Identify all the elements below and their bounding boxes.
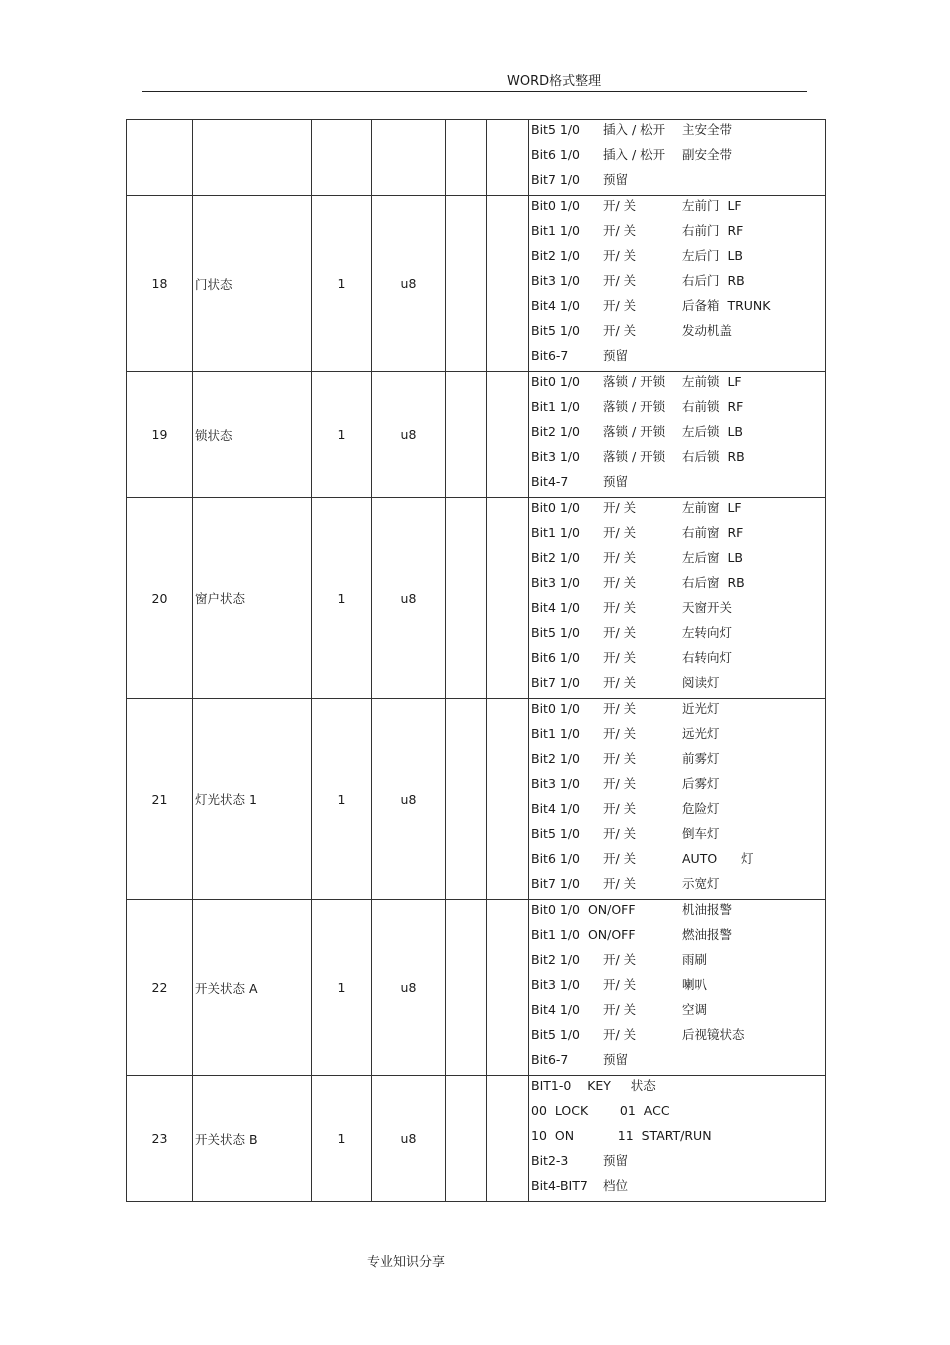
bit-label: Bit4-7 bbox=[531, 474, 569, 489]
bit-meaning: 右后门 RB bbox=[682, 273, 745, 288]
description-line bbox=[529, 1126, 825, 1151]
bit-label: Bit1 1/0 bbox=[531, 525, 580, 540]
bit-state: 开/ 关 bbox=[603, 500, 637, 515]
bit-label: Bit0 1/0 bbox=[531, 374, 580, 389]
bit-label: Bit5 1/0 bbox=[531, 1027, 580, 1042]
bit-label: Bit5 1/0 bbox=[531, 826, 580, 841]
bit-state: 预留 bbox=[603, 474, 629, 489]
bit-meaning: 左后窗 LB bbox=[682, 550, 743, 565]
description-line bbox=[529, 271, 825, 296]
bit-label: Bit3 1/0 bbox=[531, 273, 580, 288]
bit-label: Bit1 1/0 bbox=[531, 726, 580, 741]
row-number: 22 bbox=[127, 900, 193, 1076]
row-length bbox=[312, 120, 372, 196]
bit-state: 开/ 关 bbox=[603, 726, 637, 741]
row-type: u8 bbox=[372, 498, 446, 699]
bit-state: 落锁 / 开锁 bbox=[603, 449, 666, 464]
bit-label: Bit3 1/0 bbox=[531, 977, 580, 992]
description-line bbox=[529, 120, 825, 145]
row-description bbox=[529, 1076, 826, 1202]
row-length: 1 bbox=[312, 372, 372, 498]
empty-cell bbox=[487, 699, 529, 900]
bit-label: Bit7 1/0 bbox=[531, 876, 580, 891]
bit-meaning: 近光灯 bbox=[682, 701, 720, 716]
bit-state: 落锁 / 开锁 bbox=[603, 424, 666, 439]
bit-label: Bit6-7 bbox=[531, 348, 569, 363]
bit-state: 开/ 关 bbox=[603, 952, 637, 967]
description-line bbox=[529, 1076, 825, 1101]
row-number: 20 bbox=[127, 498, 193, 699]
description-line bbox=[529, 170, 825, 195]
description-line bbox=[529, 296, 825, 321]
bit-state: 开/ 关 bbox=[603, 223, 637, 238]
row-description bbox=[529, 498, 826, 699]
bit-label: Bit2 1/0 bbox=[531, 424, 580, 439]
bit-meaning: 喇叭 bbox=[682, 977, 708, 992]
description-line bbox=[529, 397, 825, 422]
bit-state: 开/ 关 bbox=[603, 1002, 637, 1017]
bit-meaning: 右前窗 RF bbox=[682, 525, 744, 540]
bit-label: Bit2 1/0 bbox=[531, 248, 580, 263]
bit-state: 开/ 关 bbox=[603, 298, 637, 313]
bit-meaning: 燃油报警 bbox=[682, 927, 733, 942]
bit-label: Bit1 1/0 bbox=[531, 399, 580, 414]
description-line bbox=[529, 346, 825, 371]
row-type bbox=[372, 120, 446, 196]
bit-meaning: 主安全带 bbox=[682, 122, 733, 137]
row-description bbox=[529, 900, 826, 1076]
description-line bbox=[529, 1000, 825, 1025]
bit-state: 开/ 关 bbox=[603, 776, 637, 791]
description-line bbox=[529, 699, 825, 724]
bit-state: 开/ 关 bbox=[603, 751, 637, 766]
table-row bbox=[127, 900, 826, 1076]
bit-meaning: 右转向灯 bbox=[682, 650, 733, 665]
bit-state: 预留 bbox=[603, 1153, 629, 1168]
bit-label: Bit4 1/0 bbox=[531, 600, 580, 615]
description-line bbox=[529, 749, 825, 774]
bit-state: 开/ 关 bbox=[603, 1027, 637, 1042]
description-line bbox=[529, 1025, 825, 1050]
bit-label: Bit4-BIT7 bbox=[531, 1178, 588, 1193]
bit-meaning: 左前窗 LF bbox=[682, 500, 742, 515]
bit-label: Bit5 1/0 bbox=[531, 122, 580, 137]
bit-state: 开/ 关 bbox=[603, 198, 637, 213]
bit-label: Bit1 1/0 ON/OFF bbox=[531, 927, 636, 942]
bit-state: 档位 bbox=[603, 1178, 629, 1193]
bit-state: 开/ 关 bbox=[603, 600, 637, 615]
table-row bbox=[127, 196, 826, 372]
empty-cell bbox=[446, 699, 487, 900]
bit-state: 开/ 关 bbox=[603, 826, 637, 841]
table-row bbox=[127, 120, 826, 196]
bit-meaning: AUTO 灯 bbox=[682, 851, 754, 866]
description-line bbox=[529, 673, 825, 698]
bit-state: 开/ 关 bbox=[603, 650, 637, 665]
bit-label: Bit3 1/0 bbox=[531, 776, 580, 791]
signal-table bbox=[126, 119, 826, 1202]
bit-meaning: 空调 bbox=[682, 1002, 708, 1017]
bit-meaning: 危险灯 bbox=[682, 801, 720, 816]
bit-meaning: 后备箱 TRUNK bbox=[682, 298, 771, 313]
empty-cell bbox=[487, 1076, 529, 1202]
empty-cell bbox=[446, 1076, 487, 1202]
bit-state: 预留 bbox=[603, 172, 629, 187]
row-name: 窗户状态 bbox=[193, 498, 312, 699]
bit-label: Bit2 1/0 bbox=[531, 952, 580, 967]
bit-meaning: 机油报警 bbox=[682, 902, 733, 917]
bit-label: 00 LOCK 01 ACC bbox=[531, 1103, 670, 1118]
bit-meaning: 前雾灯 bbox=[682, 751, 720, 766]
bit-state: 开/ 关 bbox=[603, 323, 637, 338]
bit-label: Bit2-3 bbox=[531, 1153, 569, 1168]
row-name: 开关状态 A bbox=[193, 900, 312, 1076]
description-line bbox=[529, 548, 825, 573]
description-line bbox=[529, 950, 825, 975]
bit-state: 开/ 关 bbox=[603, 575, 637, 590]
bit-meaning: 右前门 RF bbox=[682, 223, 744, 238]
description-line bbox=[529, 1050, 825, 1075]
description-line bbox=[529, 925, 825, 950]
bit-state: 开/ 关 bbox=[603, 273, 637, 288]
row-length: 1 bbox=[312, 699, 372, 900]
description-line bbox=[529, 975, 825, 1000]
row-length: 1 bbox=[312, 498, 372, 699]
bit-meaning: 后雾灯 bbox=[682, 776, 720, 791]
row-number: 18 bbox=[127, 196, 193, 372]
description-line bbox=[529, 422, 825, 447]
bit-meaning: 左后锁 LB bbox=[682, 424, 743, 439]
bit-state: 开/ 关 bbox=[603, 801, 637, 816]
table-row bbox=[127, 1076, 826, 1202]
bit-state: 插入 / 松开 bbox=[603, 122, 666, 137]
bit-label: Bit0 1/0 ON/OFF bbox=[531, 902, 636, 917]
description-line bbox=[529, 523, 825, 548]
description-line bbox=[529, 724, 825, 749]
bit-state: 开/ 关 bbox=[603, 977, 637, 992]
empty-cell bbox=[446, 498, 487, 699]
row-name: 门状态 bbox=[193, 196, 312, 372]
bit-label: Bit3 1/0 bbox=[531, 575, 580, 590]
empty-cell bbox=[446, 196, 487, 372]
bit-meaning: 左前门 LF bbox=[682, 198, 742, 213]
empty-cell bbox=[487, 372, 529, 498]
bit-state: 插入 / 松开 bbox=[603, 147, 666, 162]
bit-label: Bit0 1/0 bbox=[531, 500, 580, 515]
bit-label: Bit6 1/0 bbox=[531, 851, 580, 866]
bit-label: Bit7 1/0 bbox=[531, 675, 580, 690]
bit-label: Bit0 1/0 bbox=[531, 701, 580, 716]
row-number: 21 bbox=[127, 699, 193, 900]
bit-meaning: 后视镜状态 bbox=[682, 1027, 745, 1042]
bit-meaning: 发动机盖 bbox=[682, 323, 733, 338]
row-length: 1 bbox=[312, 196, 372, 372]
description-line bbox=[529, 498, 825, 523]
row-name: 开关状态 B bbox=[193, 1076, 312, 1202]
bit-label: Bit4 1/0 bbox=[531, 298, 580, 313]
description-line bbox=[529, 648, 825, 673]
bit-meaning: 副安全带 bbox=[682, 147, 733, 162]
table-row bbox=[127, 498, 826, 699]
description-line bbox=[529, 145, 825, 170]
row-description bbox=[529, 120, 826, 196]
bit-meaning: 远光灯 bbox=[682, 726, 720, 741]
description-line bbox=[529, 849, 825, 874]
bit-label: Bit2 1/0 bbox=[531, 751, 580, 766]
bit-label: Bit0 1/0 bbox=[531, 198, 580, 213]
row-name: 锁状态 bbox=[193, 372, 312, 498]
row-type: u8 bbox=[372, 1076, 446, 1202]
bit-state: 开/ 关 bbox=[603, 525, 637, 540]
row-type: u8 bbox=[372, 900, 446, 1076]
description-line bbox=[529, 598, 825, 623]
row-length: 1 bbox=[312, 900, 372, 1076]
description-line bbox=[529, 824, 825, 849]
bit-meaning: 阅读灯 bbox=[682, 675, 720, 690]
empty-cell bbox=[487, 900, 529, 1076]
description-line bbox=[529, 1176, 825, 1201]
bit-meaning: 右后锁 RB bbox=[682, 449, 745, 464]
table-body bbox=[127, 120, 826, 1202]
bit-meaning: 天窗开关 bbox=[682, 600, 733, 615]
bit-state: 开/ 关 bbox=[603, 851, 637, 866]
bit-state: 开/ 关 bbox=[603, 550, 637, 565]
empty-cell bbox=[446, 900, 487, 1076]
description-line bbox=[529, 623, 825, 648]
empty-cell bbox=[487, 196, 529, 372]
row-type: u8 bbox=[372, 699, 446, 900]
bit-label: Bit7 1/0 bbox=[531, 172, 580, 187]
bit-label: Bit6 1/0 bbox=[531, 147, 580, 162]
header-title: WORD格式整理 bbox=[507, 74, 602, 89]
bit-meaning: 雨刷 bbox=[682, 952, 708, 967]
row-type: u8 bbox=[372, 196, 446, 372]
description-line bbox=[529, 799, 825, 824]
description-line bbox=[529, 874, 825, 899]
bit-label: Bit3 1/0 bbox=[531, 449, 580, 464]
page-footer: 专业知识分享 bbox=[367, 1255, 446, 1270]
description-line bbox=[529, 447, 825, 472]
row-type: u8 bbox=[372, 372, 446, 498]
bit-label: Bit6 1/0 bbox=[531, 650, 580, 665]
bit-state: 开/ 关 bbox=[603, 701, 637, 716]
row-description bbox=[529, 372, 826, 498]
bit-state: 落锁 / 开锁 bbox=[603, 399, 666, 414]
description-line bbox=[529, 1151, 825, 1176]
bit-meaning: 左转向灯 bbox=[682, 625, 733, 640]
bit-state: 预留 bbox=[603, 348, 629, 363]
bit-meaning: 示宽灯 bbox=[682, 876, 720, 891]
row-name: 灯光状态 1 bbox=[193, 699, 312, 900]
bit-meaning: 右后窗 RB bbox=[682, 575, 745, 590]
description-line bbox=[529, 196, 825, 221]
row-name bbox=[193, 120, 312, 196]
description-line bbox=[529, 246, 825, 271]
bit-state: 开/ 关 bbox=[603, 625, 637, 640]
row-number: 19 bbox=[127, 372, 193, 498]
bit-meaning: 左后门 LB bbox=[682, 248, 743, 263]
bit-state: 开/ 关 bbox=[603, 248, 637, 263]
empty-cell bbox=[487, 498, 529, 699]
bit-state: 开/ 关 bbox=[603, 675, 637, 690]
row-number: 23 bbox=[127, 1076, 193, 1202]
bit-state: 开/ 关 bbox=[603, 876, 637, 891]
bit-meaning: 倒车灯 bbox=[682, 826, 720, 841]
table-row bbox=[127, 699, 826, 900]
bit-state: 落锁 / 开锁 bbox=[603, 374, 666, 389]
row-length: 1 bbox=[312, 1076, 372, 1202]
description-line bbox=[529, 900, 825, 925]
empty-cell bbox=[446, 120, 487, 196]
table-row bbox=[127, 372, 826, 498]
bit-label: 10 ON 11 START/RUN bbox=[531, 1128, 712, 1143]
empty-cell bbox=[446, 372, 487, 498]
bit-label: Bit1 1/0 bbox=[531, 223, 580, 238]
bit-label: Bit2 1/0 bbox=[531, 550, 580, 565]
row-number bbox=[127, 120, 193, 196]
bit-label: Bit4 1/0 bbox=[531, 801, 580, 816]
description-line bbox=[529, 1101, 825, 1126]
bit-meaning: 右前锁 RF bbox=[682, 399, 744, 414]
bit-label: Bit5 1/0 bbox=[531, 625, 580, 640]
description-line bbox=[529, 573, 825, 598]
description-line bbox=[529, 472, 825, 497]
bit-meaning: 左前锁 LF bbox=[682, 374, 742, 389]
bit-label: Bit5 1/0 bbox=[531, 323, 580, 338]
header-rule bbox=[142, 91, 807, 92]
description-line bbox=[529, 321, 825, 346]
row-description bbox=[529, 196, 826, 372]
bit-state: 预留 bbox=[603, 1052, 629, 1067]
bit-label: Bit4 1/0 bbox=[531, 1002, 580, 1017]
row-description bbox=[529, 699, 826, 900]
bit-label: Bit6-7 bbox=[531, 1052, 569, 1067]
description-line bbox=[529, 221, 825, 246]
bit-label: BIT1-0 KEY 状态 bbox=[531, 1078, 656, 1093]
description-line bbox=[529, 372, 825, 397]
empty-cell bbox=[487, 120, 529, 196]
description-line bbox=[529, 774, 825, 799]
